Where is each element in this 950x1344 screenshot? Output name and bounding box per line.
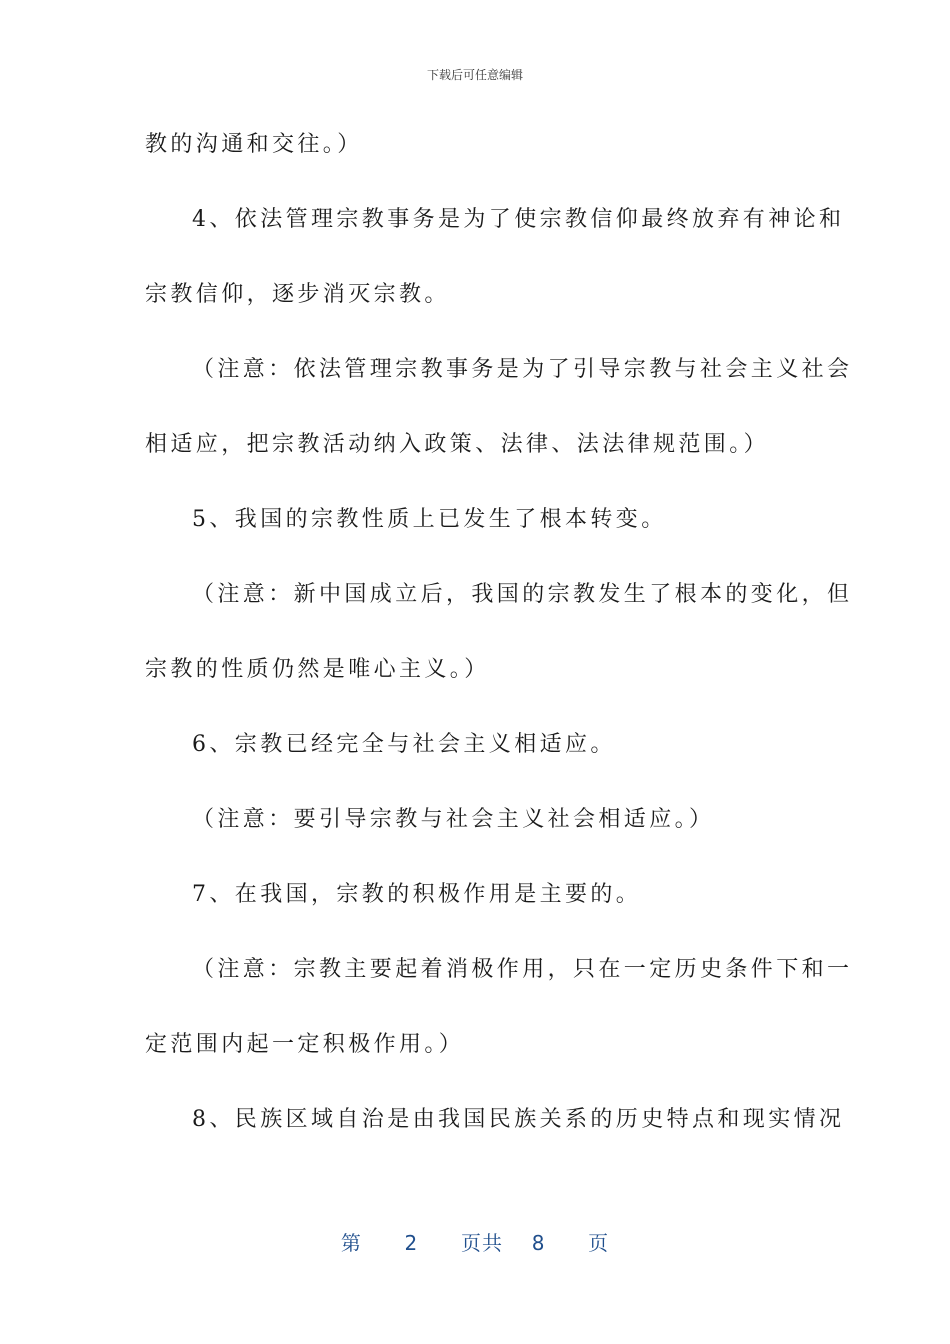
text-line: 相适应，把宗教活动纳入政策、法律、法法律规范围。） — [145, 432, 770, 457]
text-line: 定范围内起一定积极作用。） — [145, 1032, 465, 1057]
page-footer — [0, 1227, 950, 1256]
text-line: 宗教的性质仍然是唯心主义。） — [145, 657, 490, 682]
text-line: 7、在我国，宗教的积极作用是主要的。 — [192, 882, 642, 907]
text-line: （注意：依法管理宗教事务是为了引导宗教与社会主义社会 — [192, 357, 853, 382]
text-line: 4、依法管理宗教事务是为了使宗教信仰最终放弃有神论和 — [192, 207, 845, 232]
text-line: 8、民族区域自治是由我国民族关系的历史特点和现实情况 — [192, 1107, 845, 1132]
text-line: 宗教信仰，逐步消灭宗教。 — [145, 282, 450, 307]
page-header: 下载后可任意编辑 — [426, 68, 523, 82]
footer-suffix: 页 — [588, 1231, 610, 1255]
text-line: （注意：宗教主要起着消极作用，只在一定历史条件下和一 — [192, 957, 853, 982]
text-line: 6、宗教已经完全与社会主义相适应。 — [192, 732, 616, 757]
text-line: 5、我国的宗教性质上已发生了根本转变。 — [192, 507, 667, 532]
text-line: （注意：要引导宗教与社会主义社会相适应。） — [192, 807, 715, 832]
text-line: （注意：新中国成立后，我国的宗教发生了根本的变化，但 — [192, 582, 853, 607]
footer-page-number: 2 — [404, 1231, 419, 1255]
footer-prefix: 第 — [340, 1231, 362, 1255]
footer-total-pages: 8 — [531, 1231, 546, 1255]
text-line: 教的沟通和交往。） — [145, 132, 363, 157]
footer-middle: 页共 — [461, 1231, 503, 1255]
